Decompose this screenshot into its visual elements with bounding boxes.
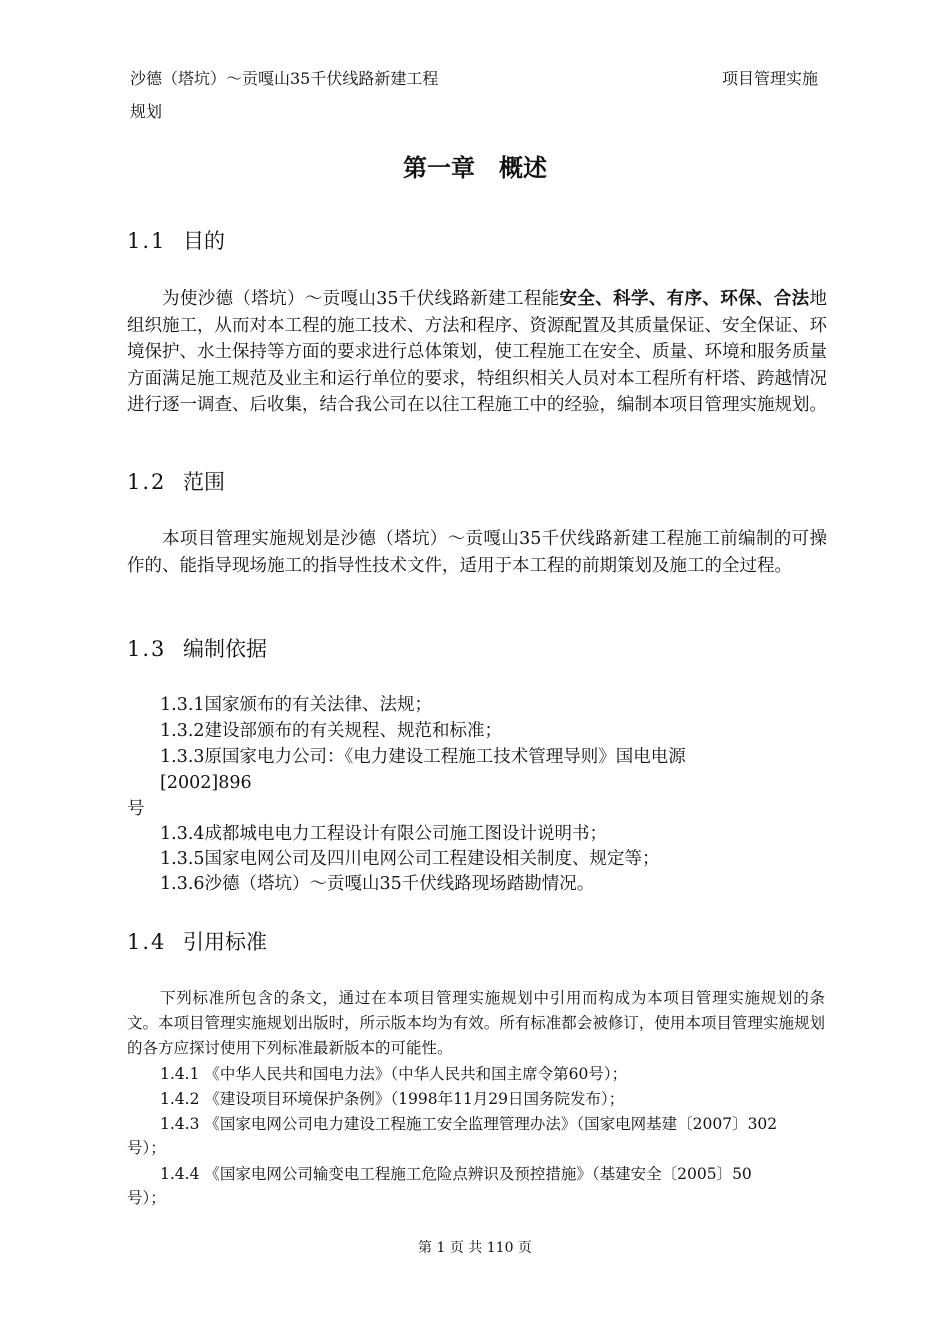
header-project-title: 沙德（塔坑）～贡嘎山35千伏线路新建工程 bbox=[130, 69, 439, 88]
list-item-continuation: 号 bbox=[127, 799, 145, 819]
section-number: 1.1 bbox=[127, 229, 167, 253]
paragraph-text: 地组织施工，从而对本工程的施工技术、方法和程序、资源配置及其质量保证、安全保证、环境保护、水土保持等方面的要求进行总体策划，使工程施工在安全、质量、环境和服务质量方面满足施工规范及业主和运行单位的要求，特组织相关人员对本工程所有杆塔、跨越情况进行逐一调查、后收集，结合我公司在以往工程施工中的经验，编制本项目管理实施规划。 bbox=[127, 289, 827, 415]
section-number: 1.3 bbox=[127, 637, 167, 661]
section-heading-1-2 bbox=[127, 467, 225, 497]
list-item: 1.3.3原国家电力公司：《电力建设工程施工技术管理导则》国电电源 bbox=[160, 747, 686, 767]
list-item-continuation: [2002]896 bbox=[160, 773, 252, 793]
list-item: 1.3.6沙德（塔坑）～贡嘎山35千伏线路现场踏勘情况。 bbox=[160, 874, 595, 894]
list-item: 1.4.3 《国家电网公司电力建设工程施工安全监理管理办法》（国家电网基建〔2007〕302 bbox=[160, 1115, 778, 1133]
list-item: 1.3.4成都城电电力工程设计有限公司施工图设计说明书； bbox=[160, 824, 608, 844]
list-item: 1.3.5国家电网公司及四川电网公司工程建设相关制度、规定等； bbox=[160, 849, 660, 869]
chapter-title: 第一章 概述 bbox=[403, 154, 547, 182]
header-doc-type-wrap: 规划 bbox=[130, 102, 163, 121]
header-doc-type: 项目管理实施 bbox=[722, 69, 819, 88]
list-item: 1.4.2 《建设项目环境保护条例》（1998年11月29日国务院发布）； bbox=[160, 1090, 625, 1108]
section-title: 编制依据 bbox=[183, 637, 267, 661]
list-item: 1.4.1 《中华人民共和国电力法》（中华人民共和国主席令第60号）； bbox=[160, 1065, 628, 1083]
section-1-4-intro: 下列标准所包含的条文，通过在本项目管理实施规划中引用而构成为本项目管理实施规划的条文。本项目管理实施规划出版时，所示版本均为有效。所有标准都会被修订，使用本项目管理实施规划的各方应探讨使用下列标准最新版本的可能性。 bbox=[127, 989, 825, 1057]
paragraph-bold-text: 安全、科学、有序、环保、合法 bbox=[559, 289, 810, 309]
section-1-1-paragraph bbox=[127, 286, 827, 419]
section-number: 1.4 bbox=[127, 930, 167, 954]
list-item-continuation: 号）； bbox=[127, 1189, 166, 1207]
section-title: 范围 bbox=[183, 470, 225, 494]
list-item: 1.4.4 《国家电网公司输变电工程施工危险点辨识及预控措施》（基建安全〔2005〕50 bbox=[160, 1165, 752, 1183]
list-item-continuation: 号）； bbox=[127, 1139, 166, 1157]
section-title: 引用标准 bbox=[183, 930, 267, 954]
list-item: 1.3.2建设部颁布的有关规程、规范和标准； bbox=[160, 721, 503, 741]
section-heading-1-3 bbox=[127, 634, 267, 664]
paragraph-text: 为使沙德（塔坑）～贡嘎山35千伏线路新建工程能 bbox=[162, 289, 560, 309]
page-footer: 第 1 页 共 110 页 bbox=[418, 1240, 532, 1256]
list-item: 1.3.1国家颁布的有关法律、法规； bbox=[160, 695, 433, 715]
section-heading-1-4 bbox=[127, 927, 267, 957]
section-number: 1.2 bbox=[127, 470, 167, 494]
section-1-2-paragraph: 本项目管理实施规划是沙德（塔坑）～贡嘎山35千伏线路新建工程施工前编制的可操作的、能指导现场施工的指导性技术文件，适用于本工程的前期策划及施工的全过程。 bbox=[127, 529, 827, 576]
section-title: 目的 bbox=[183, 229, 225, 253]
section-heading-1-1 bbox=[127, 226, 225, 256]
